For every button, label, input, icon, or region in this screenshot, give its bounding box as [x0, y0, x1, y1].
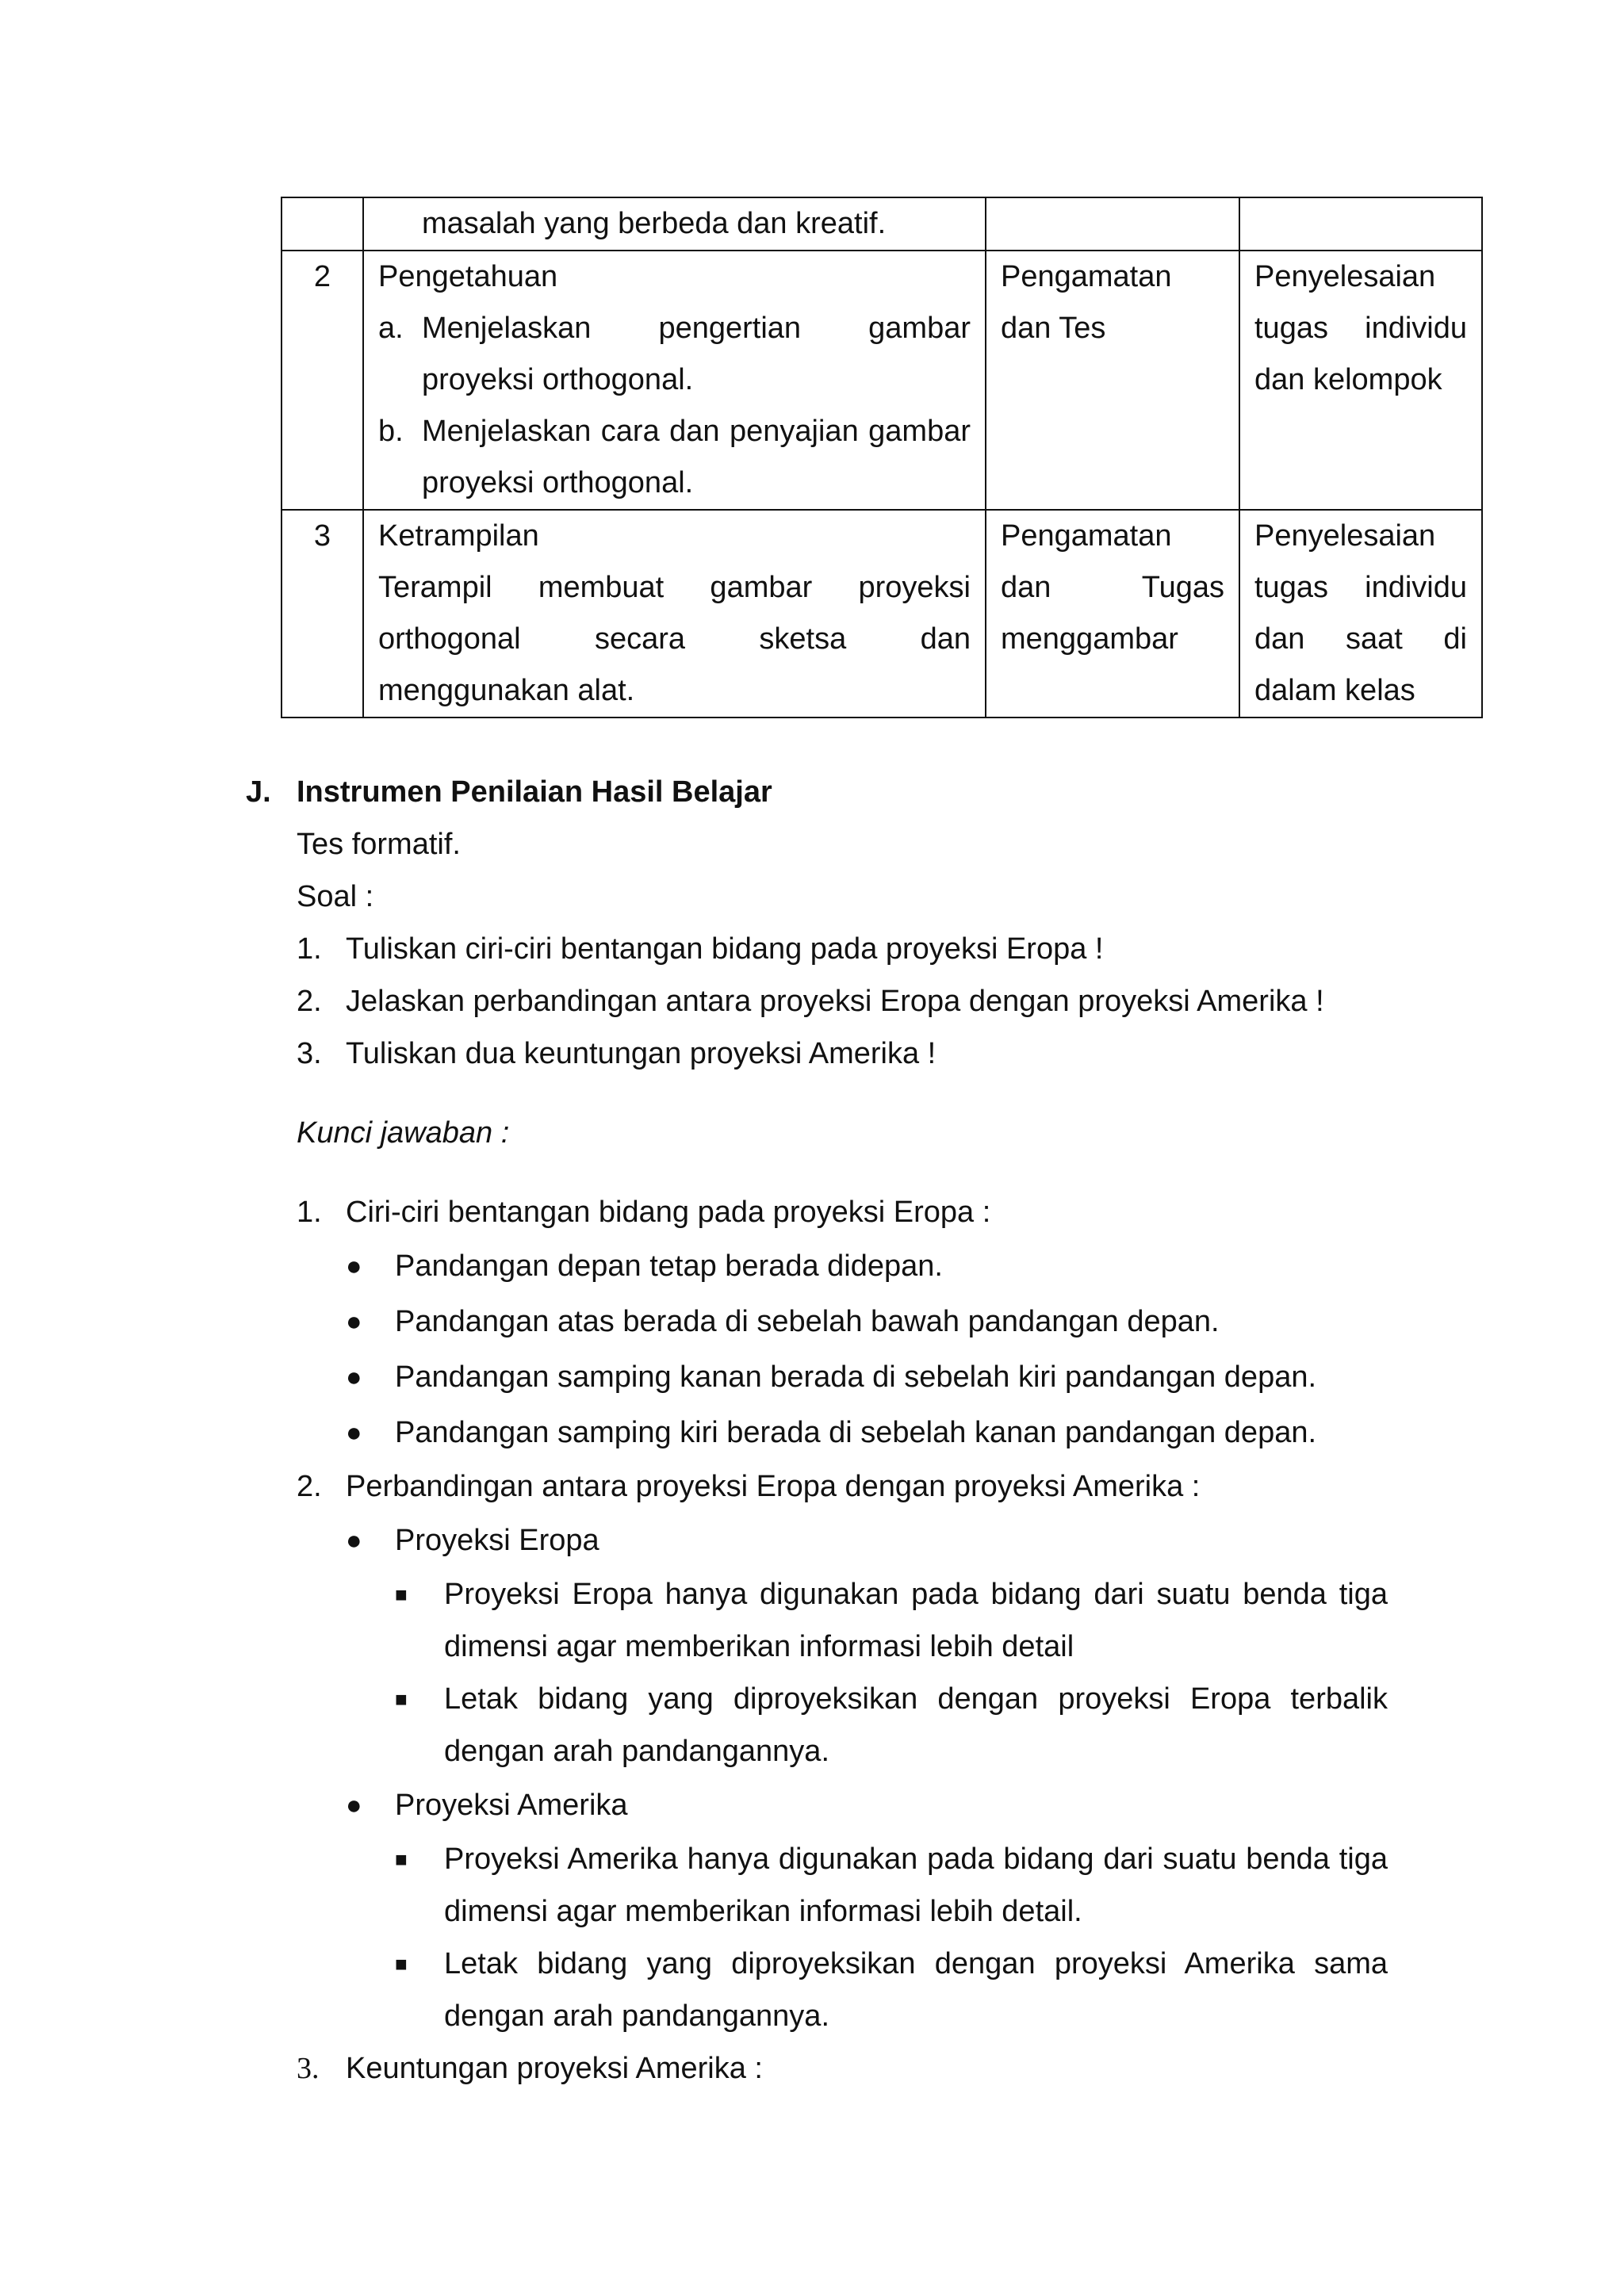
- list-item: ● Pandangan depan tetap berada didepan.: [346, 1238, 1483, 1294]
- subitem-text: proyeksi orthogonal.: [422, 363, 694, 396]
- aspect-line: masalah yang berbeda dan kreatif.: [422, 207, 887, 240]
- square-bullet-icon: ■: [395, 1582, 408, 1606]
- table-row: [282, 510, 1482, 718]
- questions-label: Soal :: [297, 880, 374, 913]
- aspect-cell: [363, 197, 986, 251]
- subitem-text: Menjelaskan cara dan penyajian gambar: [422, 415, 971, 448]
- list-item: ■ Proyeksi Amerika hanya digunakan pada bidang dari suatu benda tiga dimensi agar memberikan informasi lebih detail.: [395, 1833, 1388, 1938]
- row-number: 3: [282, 510, 363, 718]
- technique-cell: [986, 197, 1239, 251]
- bullet-icon: ●: [346, 1251, 362, 1281]
- aspect-cell: [363, 510, 986, 718]
- list-item: ● Pandangan samping kiri berada di sebelah kanan pandangan depan.: [346, 1405, 1483, 1460]
- list-item: ■ Letak bidang yang diproyeksikan dengan proyeksi Eropa terbalik dengan arah pandangannya.: [395, 1673, 1388, 1777]
- square-bullet-icon: ■: [395, 1952, 408, 1976]
- section-title: Instrumen Penilaian Hasil Belajar: [297, 775, 772, 809]
- question-item: 1. Tuliskan ciri-ciri bentangan bidang pada proyeksi Eropa !: [297, 932, 1104, 966]
- list-item: ● Pandangan samping kanan berada di sebelah kiri pandangan depan.: [346, 1349, 1483, 1405]
- square-bullet-icon: ■: [395, 1847, 408, 1871]
- list-item: ● Proyeksi Amerika: [346, 1777, 1483, 1833]
- table-row: [282, 197, 1482, 251]
- row-number: [282, 197, 363, 251]
- aspect-subitem: [378, 406, 971, 509]
- question-item: 2. Jelaskan perbandingan antara proyeksi Eropa dengan proyeksi Amerika !: [297, 985, 1324, 1018]
- aspect-line: Terampil membuat gambar proyeksi: [378, 571, 971, 604]
- technique-cell: Pengamatan dan Tugas menggambar: [986, 510, 1239, 718]
- form-cell: [1239, 197, 1482, 251]
- section-heading: [246, 766, 1483, 818]
- bullet-icon: ●: [346, 1362, 362, 1392]
- aspect-cell: [363, 251, 986, 510]
- test-type: Tes formatif.: [297, 828, 461, 861]
- bullet-icon: ●: [346, 1790, 362, 1820]
- assessment-table: [281, 197, 1483, 718]
- square-bullet-icon: ■: [395, 1687, 408, 1711]
- list-item: ■ Letak bidang yang diproyeksikan dengan proyeksi Amerika sama dengan arah pandangannya.: [395, 1938, 1388, 2042]
- table-row: [282, 251, 1482, 510]
- technique-cell: Pengamatan dan Tes: [986, 251, 1239, 510]
- answer-item: 2. Perbandingan antara proyeksi Eropa dengan proyeksi Amerika :: [297, 1470, 1201, 1503]
- subitem-text: Menjelaskan pengertian gambar: [422, 312, 971, 345]
- bullet-icon: ●: [346, 1525, 362, 1556]
- assessment-instrument-section: [246, 766, 1483, 2095]
- question-item: 3. Tuliskan dua keuntungan proyeksi Amerika !: [297, 1037, 936, 1070]
- bullet-icon: ●: [346, 1418, 362, 1448]
- aspect-title: Ketrampilan: [378, 519, 539, 553]
- aspect-line: orthogonal secara sketsa dan: [378, 622, 971, 656]
- list-item: ■ Proyeksi Eropa hanya digunakan pada bidang dari suatu benda tiga dimensi agar memberikan informasi lebih detail: [395, 1568, 1388, 1673]
- aspect-subitem: [378, 303, 971, 406]
- list-item: ● Pandangan atas berada di sebelah bawah pandangan depan.: [346, 1294, 1483, 1349]
- subitem-label: a.: [378, 312, 404, 345]
- subitem-label: b.: [378, 415, 404, 448]
- subitem-text: proyeksi orthogonal.: [422, 466, 694, 499]
- answer-key-label: Kunci jawaban :: [297, 1116, 510, 1150]
- form-cell: Penyelesaian tugas individu dan kelompok: [1239, 251, 1482, 510]
- row-number: 2: [282, 251, 363, 510]
- aspect-line: menggunakan alat.: [378, 674, 635, 707]
- list-item: ● Proyeksi Eropa: [346, 1513, 1483, 1568]
- answer-item: 1. Ciri-ciri bentangan bidang pada proyeksi Eropa :: [297, 1196, 991, 1229]
- aspect-title: Pengetahuan: [378, 260, 558, 293]
- form-cell: Penyelesaian tugas individu dan saat di dalam kelas: [1239, 510, 1482, 718]
- bullet-icon: ●: [346, 1307, 362, 1337]
- answer-item: 3. Keuntungan proyeksi Amerika :: [297, 2052, 763, 2085]
- section-letter: J.: [246, 775, 271, 809]
